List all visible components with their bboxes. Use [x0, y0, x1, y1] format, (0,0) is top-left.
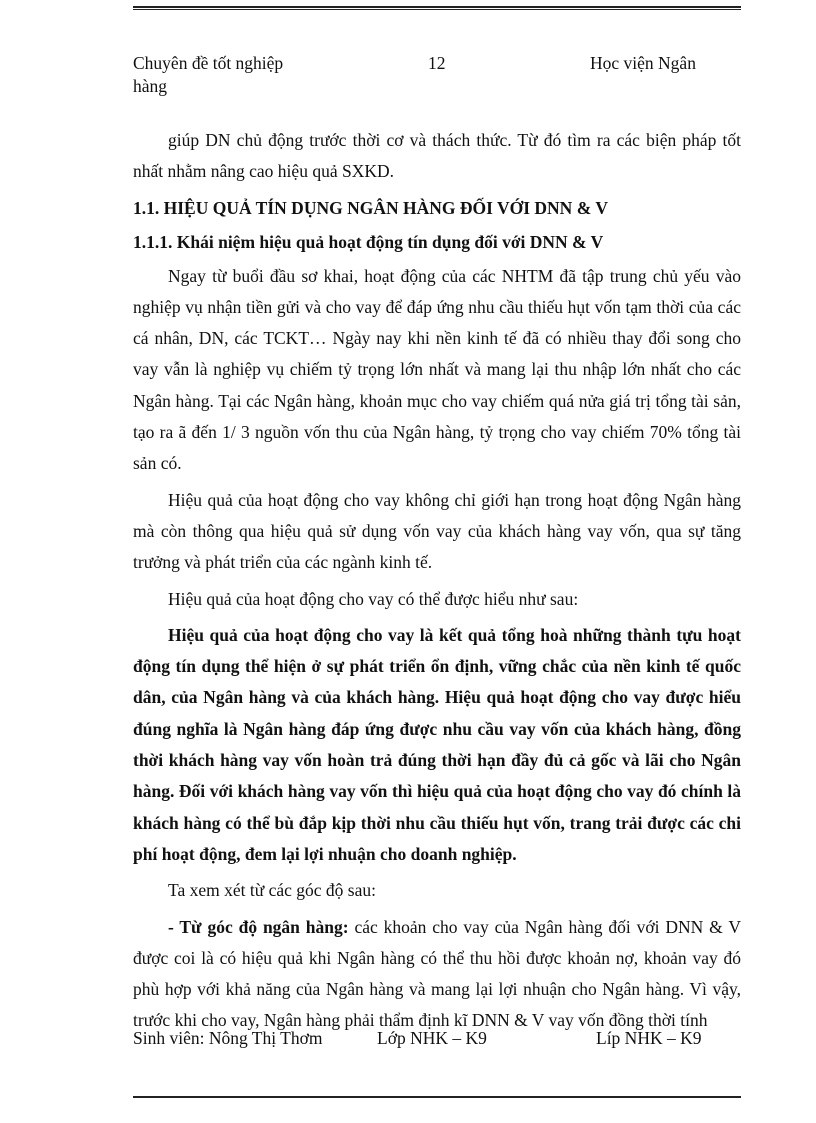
- paragraph-history: Ngay từ buổi đầu sơ khai, hoạt động của các NHTM đã tập trung chủ yếu vào nghiệp vụ nhận tiền gửi và cho vay để đáp ứng nhu cầu thiếu hụt vốn tạm thời của các cá nhân, DN, các TCKT… Ngày nay khi nền kinh tế đã có nhiều thay đổi song cho vay vẫn là nghiệp vụ chiếm tỷ trọng lớn nhất và mang lại thu nhập lớn nhất cho các Ngân hàng. Tại các Ngân hàng, khoản mục cho vay chiếm quá nửa giá trị tổng tài sản, tạo ra ã đến 1/ 3 nguồn vốn thu của Ngân hàng, tỷ trọng cho vay chiếm 70% tổng tài sản có.: [133, 265, 741, 474]
- paragraph-scope: Hiệu quả của hoạt động cho vay không chỉ giới hạn trong hoạt động Ngân hàng mà còn thông qua hiệu quả sử dụng vốn vay của khách hàng vay vốn, qua sự tăng trưởng và phát triển của các ngành kinh tế.: [133, 489, 741, 573]
- paragraph-definition: Hiệu quả của hoạt động cho vay là kết quả tổng hoà những thành tựu hoạt động tín dụng thể hiện ở sự phát triển ổn định, vững chắc của nền kinh tế quốc dân, của Ngân hàng và của khách hàng. Hiệu quả hoạt động cho vay được hiểu đúng nghĩa là Ngân hàng đáp ứng được nhu cầu vay vốn của khách hàng, đồng thời khách hàng vay vốn hoàn trả đúng thời hạn đầy đủ cả gốc và lãi cho Ngân hàng. Đối với khách hàng vay vốn thì hiệu quả của hoạt động cho vay đó chính là khách hàng có thể bù đắp kịp thời nhu cầu thiếu hụt vốn, trang trải được các chi phí hoạt động, đem lại lợi nhuận cho doanh nghiệp.: [133, 624, 741, 864]
- footer-class: Lớp NHK – K9: [377, 1028, 487, 1048]
- paragraph-definition-intro: Hiệu quả của hoạt động cho vay có thể được hiểu như sau:: [168, 588, 579, 609]
- footer-class-right: Líp NHK – K9: [596, 1028, 702, 1048]
- footer-student: Sinh viên: Nông Thị Thơm: [133, 1028, 323, 1048]
- header-title-right: Học viện Ngân: [590, 53, 696, 73]
- bank-perspective-text: các khoản cho vay của Ngân hàng đối với DNN & V được coi là có hiệu quả khi Ngân hàng có thể thu hồi được khoản nợ, khoản vay đó phù hợp với khả năng của Ngân hàng và mang lại lợi nhuận cho Ngân hàng. Vì vậy, trước khi cho vay, Ngân hàng phải thẩm định kĩ DNN & V vay vốn đồng thời tính: [133, 916, 741, 1031]
- footer-rule: [133, 1096, 741, 1098]
- page-body: [133, 125, 741, 1042]
- subsection-heading: 1.1.1. Khái niệm hiệu quả hoạt động tín dụng đối với DNN & V: [133, 231, 604, 252]
- header-rule: [133, 6, 741, 10]
- bank-perspective-label: - Từ góc độ ngân hàng:: [168, 916, 349, 937]
- paragraph-perspectives: Ta xem xét từ các góc độ sau:: [168, 880, 376, 901]
- header-title-left: Chuyên đề tốt nghiệp: [133, 53, 284, 73]
- paragraph-bank-perspective: [133, 912, 741, 1037]
- header-title-left-wrap: hàng: [133, 76, 168, 96]
- intro-paragraph: giúp DN chủ động trước thời cơ và thách thức. Từ đó tìm ra các biện pháp tốt nhất nhằm nâng cao hiệu quả SXKD.: [133, 130, 741, 182]
- section-heading: 1.1. HIỆU QUẢ TÍN DỤNG NGÂN HÀNG ĐỐI VỚI DNN & V: [133, 197, 608, 218]
- page-number: 12: [428, 53, 446, 73]
